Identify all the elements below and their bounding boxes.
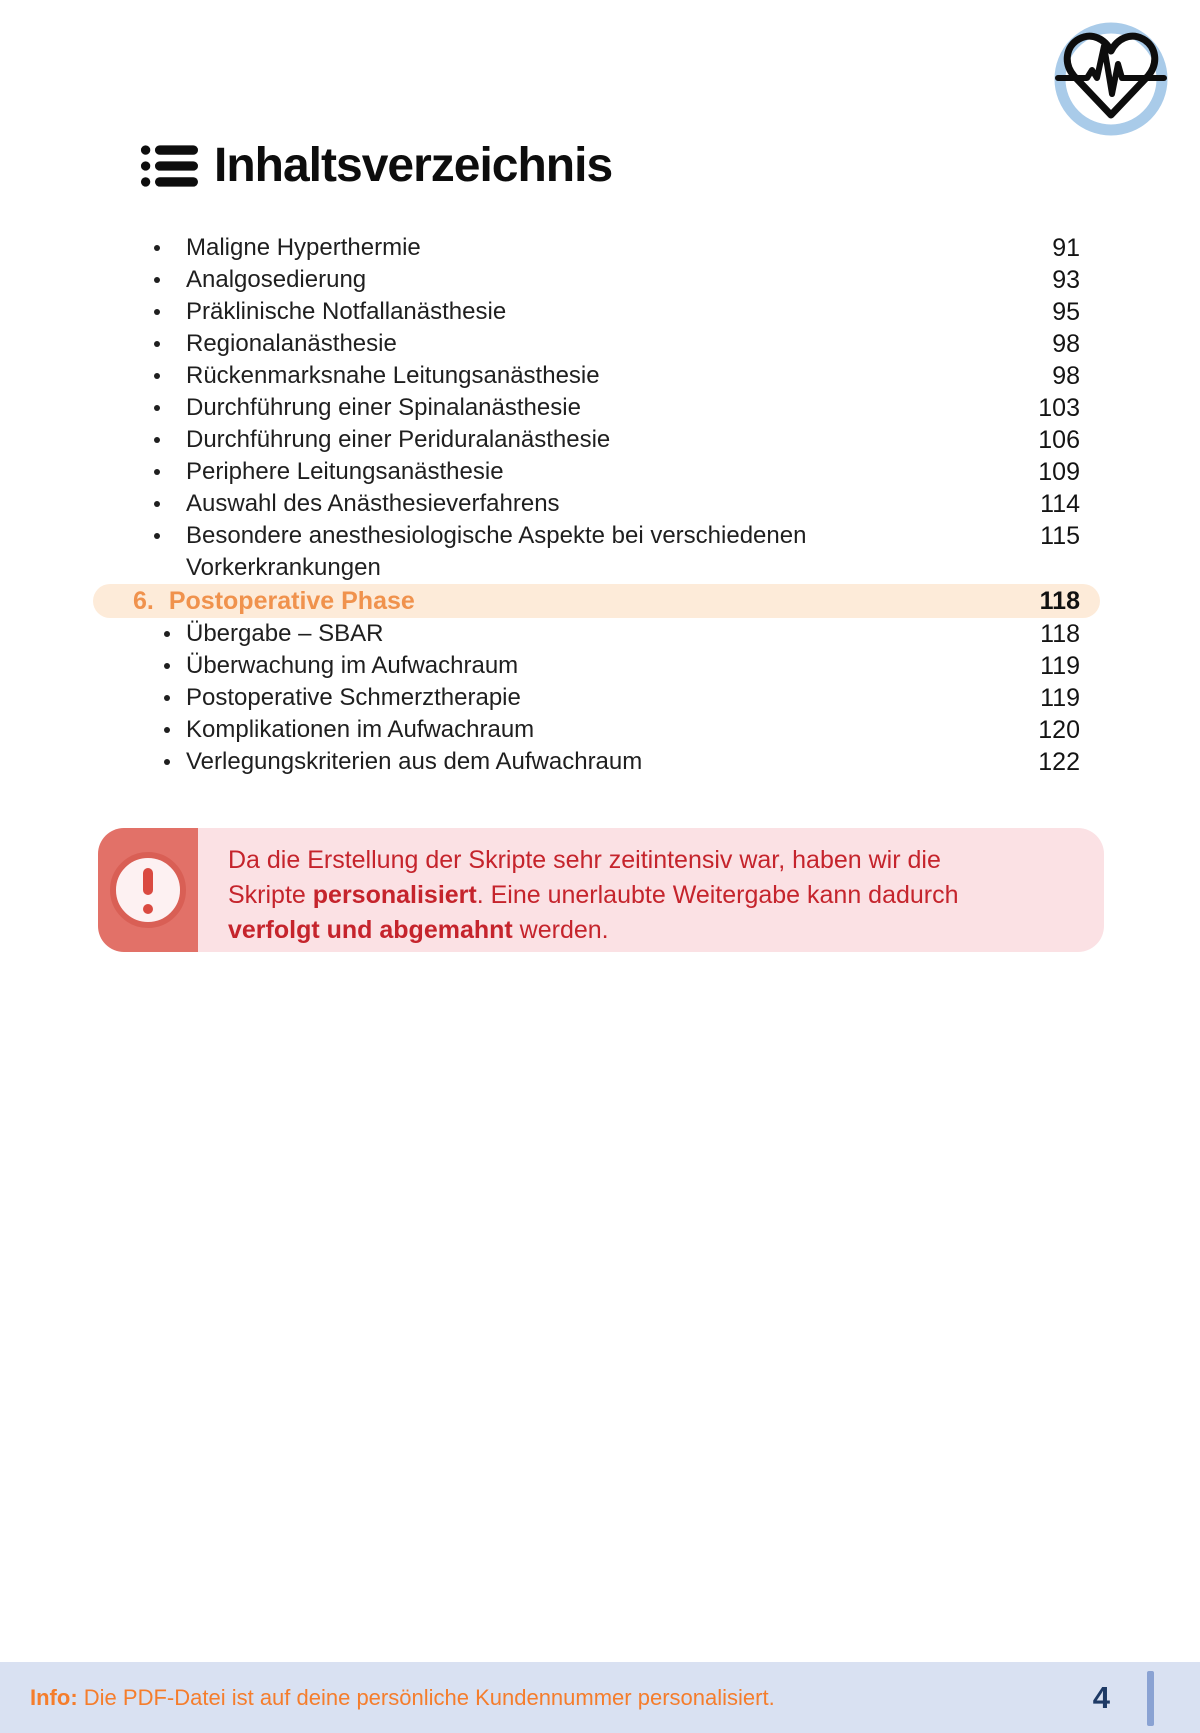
toc-section-page: 118 [1039, 586, 1080, 615]
footer-info-label: Info: [30, 1684, 78, 1710]
toc-entry-page: 122 [1038, 747, 1080, 776]
toc-entry-page: 115 [1040, 522, 1080, 550]
bullet-icon [164, 695, 170, 701]
toc-entry-label: Maligne Hyperthermie [186, 234, 421, 261]
toc-entry-page: 120 [1038, 715, 1080, 744]
bullet-icon [164, 727, 170, 733]
toc-entry[interactable] [130, 424, 1080, 456]
toc-entry-page: 93 [1052, 265, 1080, 294]
toc-entry-page: 109 [1038, 457, 1080, 486]
toc-entry[interactable] [130, 714, 1080, 746]
toc-entry-label: Regionalanästhesie [186, 330, 397, 357]
toc-entry-label [186, 520, 980, 584]
alert-exclamation-icon [110, 852, 186, 928]
warning-box [98, 828, 1104, 952]
toc-entry-page: 119 [1040, 683, 1080, 712]
toc-entry[interactable] [130, 360, 1080, 392]
warning-line: Da die Erstellung der Skripte sehr zeitintensiv war, haben wir die [228, 846, 941, 874]
bullet-icon [154, 373, 160, 379]
bullet-icon [154, 469, 160, 475]
footer-info-body: Die PDF-Datei ist auf deine persönliche Kundennummer personalisiert. [83, 1684, 775, 1710]
toc-entry-label: Überwachung im Aufwachraum [186, 652, 519, 679]
exclamation-dot [143, 904, 153, 914]
toc-entry[interactable] [130, 328, 1080, 360]
footer-separator-bar [1147, 1671, 1154, 1726]
toc-entry[interactable] [130, 520, 1080, 584]
toc-entry-page: 98 [1052, 329, 1080, 358]
toc-entry[interactable] [130, 296, 1080, 328]
table-of-contents [130, 232, 1080, 778]
page-header [140, 138, 612, 193]
toc-entry-page: 118 [1040, 619, 1080, 648]
toc-entry[interactable] [130, 650, 1080, 682]
exclamation-bar [143, 868, 153, 895]
toc-entry-label: Komplikationen im Aufwachraum [186, 716, 535, 743]
toc-entry[interactable] [130, 618, 1080, 650]
warning-text [198, 828, 1104, 952]
list-icon [140, 141, 198, 191]
toc-entry-label-line1: Besondere anesthesiologische Aspekte bei verschiedenen [186, 522, 807, 549]
toc-entry-label: Periphere Leitungsanästhesie [186, 458, 504, 485]
toc-entry[interactable] [130, 488, 1080, 520]
toc-section-label: Postoperative Phase [168, 586, 415, 615]
toc-entry-label: Verlegungskriterien aus dem Aufwachraum [186, 748, 643, 775]
toc-entry[interactable] [130, 746, 1080, 778]
heart-ekg-icon [1048, 16, 1174, 142]
toc-entry[interactable] [130, 456, 1080, 488]
bullet-icon [164, 631, 170, 637]
bullet-icon [164, 759, 170, 765]
bullet-icon [164, 663, 170, 669]
toc-entry[interactable] [130, 232, 1080, 264]
bullet-icon [154, 501, 160, 507]
bullet-icon [154, 309, 160, 315]
toc-entry-page: 98 [1052, 361, 1080, 390]
bullet-icon [154, 405, 160, 411]
toc-entry[interactable] [130, 264, 1080, 296]
bullet-icon [154, 533, 160, 539]
toc-entry-page: 119 [1040, 651, 1080, 680]
toc-entry-page: 106 [1038, 425, 1080, 454]
toc-entry-label-line2: Vorkerkrankungen [186, 554, 381, 581]
toc-entry[interactable] [130, 392, 1080, 424]
page-number: 4 [1092, 1679, 1110, 1715]
warning-line: verfolgt und abgemahnt werden. [228, 916, 609, 944]
footer-info-text [30, 1685, 775, 1711]
toc-entry-label: Übergabe – SBAR [186, 620, 384, 647]
toc-section-number: 6. [133, 586, 154, 615]
bullet-icon [154, 245, 160, 251]
bullet-icon [154, 277, 160, 283]
toc-entry-label: Rückenmarksnahe Leitungsanästhesie [186, 362, 600, 389]
toc-entry-label: Durchführung einer Spinalanästhesie [186, 394, 581, 421]
toc-entry-label: Postoperative Schmerztherapie [186, 684, 521, 711]
bullet-icon [154, 437, 160, 443]
page-footer [0, 1662, 1200, 1733]
toc-entry[interactable] [130, 682, 1080, 714]
toc-entry-page: 91 [1052, 233, 1080, 262]
bullet-icon [154, 341, 160, 347]
toc-entry-label: Auswahl des Anästhesieverfahrens [186, 490, 560, 517]
toc-entry-page: 95 [1052, 297, 1080, 326]
warning-icon-cell [98, 828, 198, 952]
toc-entry-label: Präklinische Notfallanästhesie [186, 298, 507, 325]
toc-entry-page: 114 [1040, 489, 1080, 518]
warning-line: Skripte personalisiert. Eine unerlaubte Weitergabe kann dadurch [228, 881, 959, 909]
toc-entry-label: Analgosedierung [186, 266, 367, 293]
page-title: Inhaltsverzeichnis [214, 139, 613, 192]
toc-entry-page: 103 [1038, 393, 1080, 422]
toc-section-postoperative-phase[interactable] [93, 584, 1100, 618]
toc-entry-label: Durchführung einer Periduralanästhesie [186, 426, 611, 453]
